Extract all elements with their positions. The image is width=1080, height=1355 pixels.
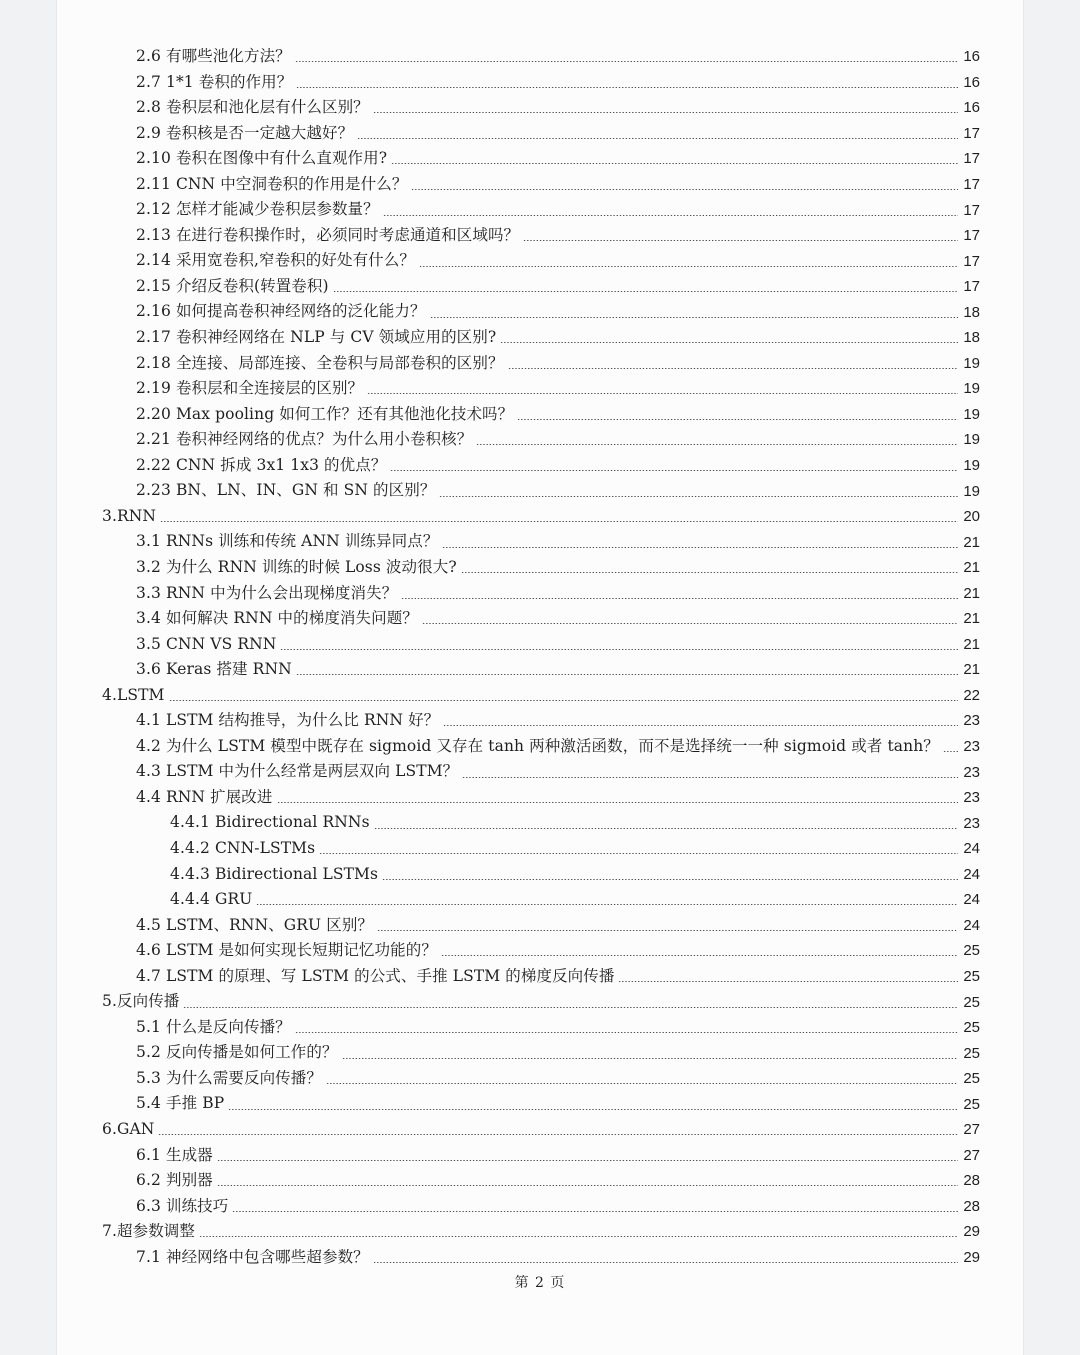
toc-entry-page-number: 27 (963, 1121, 980, 1139)
toc-leader-dots (373, 112, 958, 113)
toc-entry-title: 5.反向传播 (102, 992, 180, 1011)
toc-entry[interactable] (57, 325, 1023, 351)
toc-entry[interactable] (57, 1168, 1023, 1194)
toc-entry-page-number: 23 (963, 738, 980, 756)
toc-entry-page-number: 19 (963, 431, 980, 449)
toc-entry-title: 4.7 LSTM 的原理、写 LSTM 的公式、手推 LSTM 的梯度反向传播 (136, 966, 615, 985)
toc-leader-dots (296, 87, 958, 88)
toc-entry-title: 2.14 采用宽卷积,窄卷积的好处有什么？ (136, 251, 415, 270)
toc-entry-title: 5.1 什么是反向传播？ (136, 1017, 291, 1036)
toc-entry-title: 6.1 生成器 (136, 1145, 213, 1164)
toc-entry-page-number: 19 (963, 457, 980, 475)
toc-leader-dots (943, 751, 958, 752)
toc-leader-dots (430, 317, 958, 318)
toc-entry[interactable] (57, 95, 1023, 121)
toc-entry-page-number: 17 (963, 227, 980, 245)
toc-entry-page-number: 22 (963, 686, 980, 704)
toc-leader-dots (382, 879, 958, 880)
toc-entry-title: 2.8 卷积层和池化层有什么区别？ (136, 98, 369, 117)
toc-entry-page-number: 25 (963, 967, 980, 985)
toc-entry-title: 4.3 LSTM 中为什么经常是两层双向 LSTM？ (136, 762, 459, 781)
toc-leader-dots (462, 777, 958, 778)
toc-entry[interactable] (57, 580, 1023, 606)
toc-leader-dots (280, 649, 958, 650)
toc-entry-title: 4.4.3 Bidirectional LSTMs (170, 864, 379, 883)
toc-entry-page-number: 21 (963, 610, 980, 628)
toc-leader-dots (441, 955, 958, 956)
toc-leader-dots (169, 700, 958, 701)
toc-entry-title: 2.7 1*1 卷积的作用？ (136, 72, 293, 91)
toc-entry-title: 2.21 卷积神经网络的优点？为什么用小卷积核？ (136, 430, 473, 449)
toc-entry-page-number: 23 (963, 712, 980, 730)
toc-entry-page-number: 25 (963, 1095, 980, 1113)
toc-entry[interactable] (57, 223, 1023, 249)
toc-entry[interactable] (57, 810, 1023, 836)
toc-entry-page-number: 24 (963, 916, 980, 934)
toc-entry[interactable] (57, 1015, 1023, 1041)
toc-leader-dots (373, 1262, 958, 1263)
page-number-footer: 第 2 页 (514, 1275, 566, 1291)
toc-entry-page-number: 27 (963, 1146, 980, 1164)
toc-entry-page-number: 25 (963, 942, 980, 960)
toc-entry-title: 5.4 手推 BP (136, 1094, 225, 1113)
toc-entry[interactable] (57, 299, 1023, 325)
toc-leader-dots (508, 368, 958, 369)
toc-leader-dots (319, 853, 958, 854)
toc-leader-dots (374, 828, 958, 829)
toc-entry-title: 2.19 卷积层和全连接层的区别？ (136, 379, 364, 398)
toc-entry[interactable] (57, 989, 1023, 1015)
toc-entry[interactable] (57, 938, 1023, 964)
toc-entry-title: 2.6 有哪些池化方法？ (136, 47, 291, 66)
toc-entry[interactable] (57, 964, 1023, 990)
toc-leader-dots (411, 189, 958, 190)
toc-entry[interactable] (57, 453, 1023, 479)
toc-entry-page-number: 21 (963, 559, 980, 577)
toc-leader-dots (517, 419, 958, 420)
toc-leader-dots (443, 725, 958, 726)
toc-entry-page-number: 16 (963, 99, 980, 117)
toc-entry-page-number: 17 (963, 176, 980, 193)
toc-entry-page-number: 24 (963, 891, 980, 909)
toc-entry-title: 2.13 在进行卷积操作时，必须同时考虑通道和区域吗？ (136, 225, 520, 244)
toc-leader-dots (232, 1211, 958, 1212)
toc-leader-dots (476, 444, 958, 445)
table-of-contents (57, 44, 1023, 1270)
toc-leader-dots (391, 163, 958, 164)
toc-entry-title: 2.22 CNN 拆成 3x1 1x3 的优点？ (136, 455, 387, 474)
toc-entry-page-number: 17 (963, 124, 980, 142)
toc-entry-title: 3.6 Keras 搭建 RNN (136, 660, 292, 679)
toc-leader-dots (228, 1109, 958, 1110)
toc-entry[interactable] (57, 70, 1023, 96)
toc-entry[interactable] (57, 1245, 1023, 1271)
toc-entry-title: 2.17 卷积神经网络在 NLP 与 CV 领域应用的区别? (136, 328, 497, 347)
toc-entry[interactable] (57, 1091, 1023, 1117)
toc-entry-title: 3.5 CNN VS RNN (136, 634, 277, 653)
toc-leader-dots (199, 1236, 958, 1237)
toc-leader-dots (618, 981, 958, 982)
toc-entry-page-number: 23 (963, 763, 980, 781)
toc-entry-title: 2.23 BN、LN、IN、GN 和 SN 的区别？ (136, 481, 436, 500)
toc-leader-dots (419, 266, 958, 267)
toc-leader-dots (401, 598, 958, 599)
toc-leader-dots (295, 61, 958, 62)
toc-entry-page-number: 25 (963, 993, 980, 1011)
toc-entry-page-number: 17 (963, 252, 980, 270)
toc-leader-dots (357, 138, 958, 139)
toc-entry-page-number: 24 (963, 865, 980, 883)
toc-entry[interactable] (57, 1040, 1023, 1066)
toc-leader-dots (295, 1032, 958, 1033)
toc-leader-dots (296, 674, 958, 675)
toc-entry[interactable] (57, 172, 1023, 198)
toc-entry[interactable] (57, 504, 1023, 530)
toc-entry-title: 6.GAN (102, 1119, 155, 1138)
toc-entry[interactable] (57, 632, 1023, 658)
toc-entry-title: 3.4 如何解决 RNN 中的梯度消失问题？ (136, 609, 418, 628)
toc-entry[interactable] (57, 478, 1023, 504)
toc-entry-title: 4.4.4 GRU (170, 890, 253, 909)
toc-entry-page-number: 16 (963, 48, 980, 66)
toc-entry-title: 3.RNN (102, 506, 157, 525)
toc-entry-page-number: 21 (963, 533, 980, 551)
toc-leader-dots (333, 291, 958, 292)
toc-entry-title: 3.3 RNN 中为什么会出现梯度消失？ (136, 583, 398, 602)
toc-entry-page-number: 20 (963, 508, 980, 526)
toc-entry-title: 4.1 LSTM 结构推导，为什么比 RNN 好？ (136, 711, 440, 730)
toc-entry[interactable] (57, 1143, 1023, 1169)
toc-entry-title: 2.10 卷积在图像中有什么直观作用? (136, 149, 388, 168)
toc-entry-page-number: 28 (963, 1172, 980, 1190)
toc-leader-dots (390, 470, 958, 471)
toc-entry[interactable] (57, 862, 1023, 888)
toc-entry[interactable] (57, 887, 1023, 913)
toc-entry-page-number: 18 (963, 303, 980, 321)
toc-entry-page-number: 23 (963, 789, 980, 807)
toc-entry-page-number: 16 (963, 73, 980, 91)
toc-entry-title: 2.16 如何提高卷积神经网络的泛化能力？ (136, 302, 426, 321)
toc-entry[interactable] (57, 376, 1023, 402)
toc-entry[interactable] (57, 146, 1023, 172)
toc-entry[interactable] (57, 734, 1023, 760)
toc-leader-dots (160, 521, 958, 522)
toc-leader-dots (342, 1058, 958, 1059)
toc-leader-dots (217, 1160, 958, 1161)
toc-entry-title: 4.2 为什么 LSTM 模型中既存在 sigmoid 又存在 tanh 两种激活函数，而不是选择统一一种 sigmoid 或者 tanh？ (136, 736, 939, 755)
toc-entry-title: 5.3 为什么需要反向传播？ (136, 1068, 322, 1087)
toc-entry-page-number: 19 (963, 482, 980, 500)
toc-entry-title: 3.2 为什么 RNN 训练的时候 Loss 波动很大? (136, 557, 457, 576)
toc-entry[interactable] (57, 402, 1023, 428)
toc-entry[interactable] (57, 759, 1023, 785)
toc-entry[interactable] (57, 1066, 1023, 1092)
toc-entry-title: 6.2 判别器 (136, 1171, 213, 1190)
toc-entry-title: 4.4.1 Bidirectional RNNs (170, 813, 370, 832)
toc-entry[interactable] (57, 529, 1023, 555)
toc-leader-dots (422, 623, 958, 624)
toc-entry-title: 2.9 卷积核是否一定越大越好？ (136, 123, 354, 142)
toc-leader-dots (500, 342, 958, 343)
toc-entry-page-number: 28 (963, 1197, 980, 1215)
toc-leader-dots (326, 1083, 958, 1084)
toc-leader-dots (217, 1185, 958, 1186)
toc-entry-title: 2.12 怎样才能减少卷积层参数量？ (136, 200, 379, 219)
toc-leader-dots (377, 930, 958, 931)
toc-entry-title: 5.2 反向传播是如何工作的？ (136, 1043, 338, 1062)
toc-entry[interactable] (57, 606, 1023, 632)
toc-entry-page-number: 19 (963, 354, 980, 372)
document-page (57, 0, 1023, 1355)
toc-entry-title: 4.5 LSTM、RNN、GRU 区别？ (136, 915, 374, 934)
toc-entry[interactable] (57, 1219, 1023, 1245)
toc-entry-page-number: 21 (963, 661, 980, 679)
toc-entry-page-number: 18 (963, 329, 980, 347)
toc-entry-page-number: 21 (963, 635, 980, 653)
toc-entry-title: 4.4.2 CNN-LSTMs (170, 838, 316, 857)
toc-entry[interactable] (57, 1117, 1023, 1143)
toc-entry[interactable] (57, 785, 1023, 811)
toc-leader-dots (183, 1007, 958, 1008)
toc-entry-title: 2.20 Max pooling 如何工作？还有其他池化技术吗？ (136, 404, 514, 423)
toc-leader-dots (442, 547, 958, 548)
toc-entry-title: 2.11 CNN 中空洞卷积的作用是什么？ (136, 174, 408, 193)
toc-entry-page-number: 17 (963, 278, 980, 296)
toc-entry[interactable] (57, 44, 1023, 70)
toc-entry[interactable] (57, 683, 1023, 709)
toc-entry-title: 6.3 训练技巧 (136, 1196, 229, 1215)
toc-entry[interactable] (57, 657, 1023, 683)
toc-entry-page-number: 25 (963, 1044, 980, 1062)
toc-entry-title: 3.1 RNNs 训练和传统 ANN 训练异同点？ (136, 532, 439, 551)
toc-leader-dots (277, 802, 959, 803)
toc-entry[interactable] (57, 197, 1023, 223)
toc-entry-title: 4.4 RNN 扩展改进 (136, 787, 273, 806)
toc-entry-page-number: 19 (963, 405, 980, 423)
toc-leader-dots (367, 393, 958, 394)
toc-entry-page-number: 21 (963, 584, 980, 602)
toc-entry-title: 4.6 LSTM 是如何实现长短期记忆功能的？ (136, 941, 437, 960)
toc-entry-title: 7.超参数调整 (102, 1222, 195, 1241)
toc-entry-page-number: 25 (963, 1070, 980, 1088)
toc-entry[interactable] (57, 121, 1023, 147)
toc-entry-title: 2.15 介绍反卷积(转置卷积) (136, 276, 329, 295)
toc-entry[interactable] (57, 555, 1023, 581)
toc-entry[interactable] (57, 708, 1023, 734)
toc-entry[interactable] (57, 427, 1023, 453)
toc-entry[interactable] (57, 274, 1023, 300)
toc-entry-page-number: 19 (963, 380, 980, 398)
toc-entry-page-number: 24 (963, 840, 980, 858)
toc-leader-dots (439, 496, 958, 497)
toc-entry-page-number: 29 (963, 1223, 980, 1241)
toc-entry[interactable] (57, 836, 1023, 862)
toc-entry-page-number: 17 (963, 201, 980, 219)
toc-entry-page-number: 29 (963, 1248, 980, 1266)
toc-leader-dots (158, 1134, 958, 1135)
toc-leader-dots (383, 215, 958, 216)
toc-leader-dots (256, 904, 958, 905)
toc-entry[interactable] (57, 351, 1023, 377)
toc-entry[interactable] (57, 913, 1023, 939)
toc-entry-page-number: 23 (963, 814, 980, 832)
toc-entry-title: 4.LSTM (102, 685, 165, 704)
toc-leader-dots (523, 240, 958, 241)
toc-entry-title: 7.1 神经网络中包含哪些超参数？ (136, 1247, 369, 1266)
toc-leader-dots (461, 572, 958, 573)
toc-entry-page-number: 25 (963, 1019, 980, 1037)
toc-entry[interactable] (57, 1194, 1023, 1220)
toc-entry[interactable] (57, 248, 1023, 274)
toc-entry-title: 2.18 全连接、局部连接、全卷积与局部卷积的区别？ (136, 353, 504, 372)
toc-entry-page-number: 17 (963, 150, 980, 168)
